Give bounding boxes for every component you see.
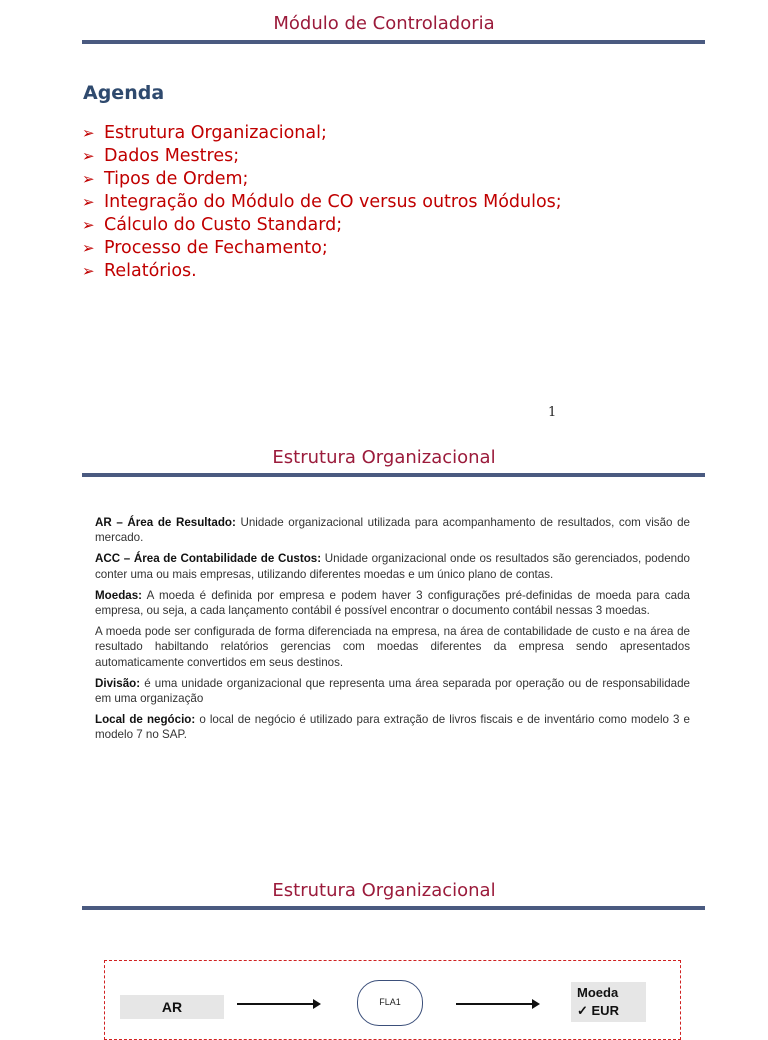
arrowhead-bullet-icon: ➢ (82, 239, 95, 257)
arrowhead-bullet-icon: ➢ (82, 216, 95, 234)
moeda-label: Moeda (577, 985, 619, 1000)
arrowhead-bullet-icon: ➢ (82, 193, 95, 211)
agenda-item-label: Estrutura Organizacional; (104, 123, 327, 143)
arrowhead-bullet-icon: ➢ (82, 147, 95, 165)
definition-text: Unidade organizacional onde os resultados são gerenciados, podendo conter uma ou mais empresas, utilizando diferentes moedas e um único plano de contas. (95, 552, 690, 581)
definition-paragraph (95, 676, 690, 706)
definitions-text (95, 515, 690, 749)
definition-term: ACC – Área de Contabilidade de Custos: (95, 552, 322, 566)
diagram-node-ar: AR (120, 995, 224, 1019)
diagram-arrow-icon (456, 1003, 538, 1005)
page-number: 1 (548, 405, 557, 420)
agenda-item (82, 122, 562, 145)
arrowhead-bullet-icon: ➢ (82, 124, 95, 142)
agenda-item (82, 145, 562, 168)
moeda-value: EUR (591, 1003, 619, 1018)
agenda-item (82, 260, 562, 283)
arrowhead-bullet-icon: ➢ (82, 170, 95, 188)
agenda-item-label: Relatórios. (104, 261, 197, 281)
agenda-item-label: Tipos de Ordem; (104, 169, 249, 189)
checkmark-icon: ✓ (577, 1003, 592, 1018)
moeda-item (577, 1002, 646, 1020)
slide-title: Estrutura Organizacional (272, 447, 496, 468)
slide-title: Estrutura Organizacional (272, 880, 496, 901)
definition-paragraph (95, 588, 690, 618)
agenda-item-label: Cálculo do Custo Standard; (104, 215, 343, 235)
definition-paragraph (95, 551, 690, 581)
definition-text: o local de negócio é utilizado para extração de livros fiscais e de inventário como modelo 3 e modelo 7 no SAP. (95, 713, 691, 742)
agenda-item (82, 214, 562, 237)
definition-paragraph (95, 624, 690, 670)
agenda-item (82, 168, 562, 191)
definition-term: Divisão: (95, 676, 141, 690)
definition-term: Moedas: (95, 588, 143, 602)
arrowhead-bullet-icon: ➢ (82, 262, 95, 280)
diagram-node-moeda (571, 982, 646, 1022)
agenda-item-label: Dados Mestres; (104, 146, 240, 166)
slide-title: Módulo de Controladoria (273, 13, 495, 34)
definition-paragraph (95, 712, 690, 742)
agenda-list (82, 122, 562, 283)
agenda-item-label: Integração do Módulo de CO versus outros Módulos; (104, 192, 562, 212)
agenda-item-label: Processo de Fechamento; (104, 238, 328, 258)
definition-text: A moeda é definida por empresa e podem haver 3 configurações pré-definidas de moeda para cada empresa, ou seja, a cada lançamento contábil é possível encontrar o documento contábil nessas 3 moedas. (95, 588, 690, 618)
definition-paragraph (95, 515, 690, 545)
diagram-node-fla1: FLA1 (357, 980, 423, 1026)
definition-text: é uma unidade organizacional que representa uma área separada por operação ou de responsabilidade em uma organização (95, 676, 690, 706)
definition-term: Local de negócio: (95, 713, 196, 727)
agenda-heading: Agenda (83, 82, 165, 104)
definition-term: AR – Área de Resultado: (95, 516, 236, 529)
agenda-item (82, 237, 562, 260)
agenda-item (82, 191, 562, 214)
title-divider (82, 40, 705, 44)
definition-text: A moeda pode ser configurada de forma diferenciada na empresa, na área de contabilidade de custo e na área de resultado habiltando relatórios gerencias com moedas diferentes da empresa sendo apresentados automaticamente convertidos em seus destinos. (95, 625, 690, 669)
title-divider (82, 473, 705, 477)
diagram-arrow-icon (237, 1003, 319, 1005)
title-divider (82, 906, 705, 910)
definition-text: Unidade organizacional utilizada para acompanhamento de resultados, com visão de mercado. (95, 516, 690, 545)
